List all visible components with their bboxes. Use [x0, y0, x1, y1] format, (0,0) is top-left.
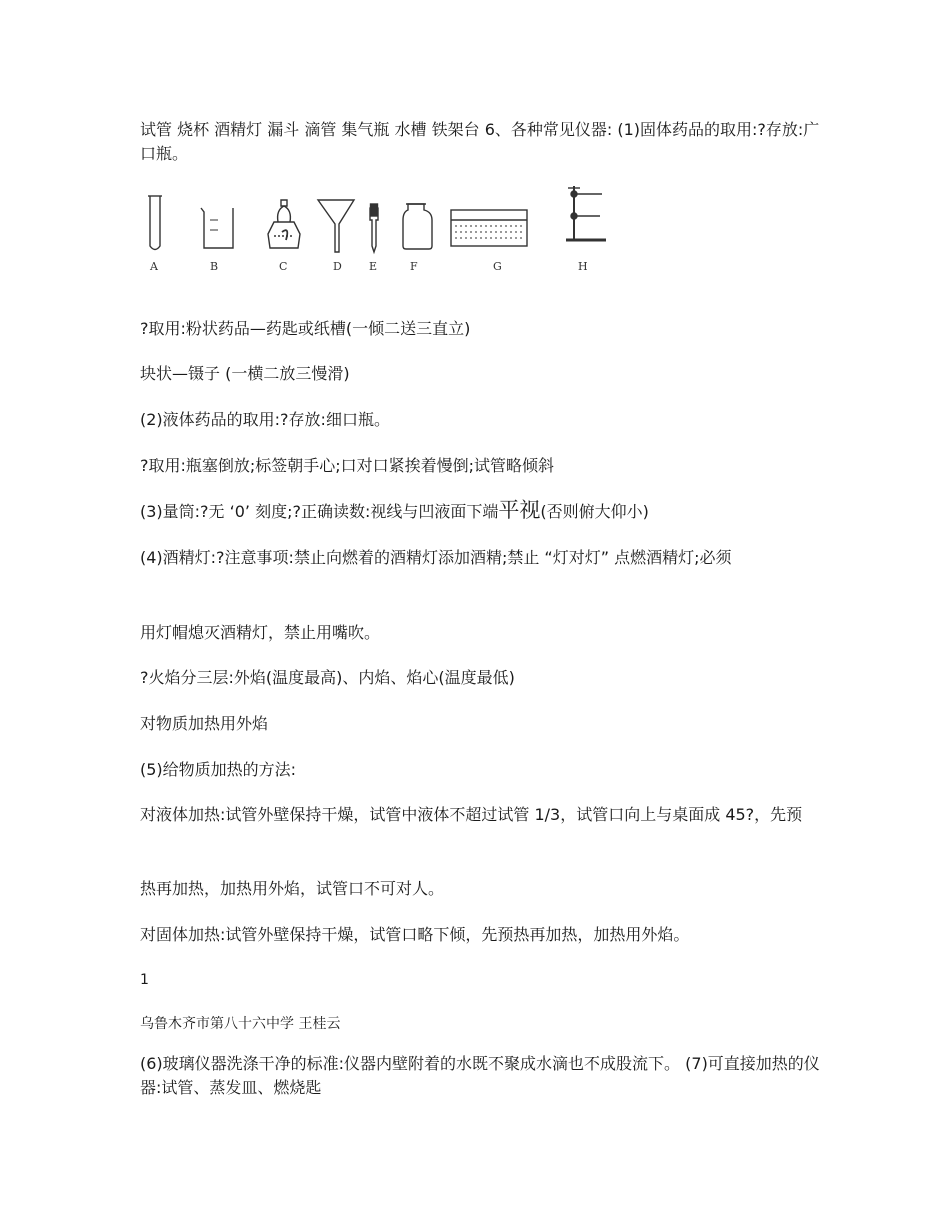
solid-take-paragraph: ?取用:粉状药品—药匙或纸槽(一倾二送三直立) — [140, 319, 471, 338]
liquid-storage-paragraph: (2)液体药品的取用:?存放:细口瓶。 — [140, 410, 390, 429]
intro-paragraph: 试管 烧杯 酒精灯 漏斗 滴管 集气瓶 水槽 铁架台 6、各种常见仪器: (1)固体药品的取用:?存放:广口瓶。 — [140, 120, 820, 163]
iron-stand-icon — [566, 186, 606, 240]
lamp-paragraph: (4)酒精灯:?注意事项:禁止向燃着的酒精灯添加酒精;禁止 “灯对灯” 点燃酒精灯;必须 — [140, 548, 732, 567]
test-tube-icon — [148, 196, 162, 250]
dropper-icon — [370, 204, 378, 252]
figure-label-c: C — [279, 260, 288, 273]
heat-method-heading: (5)给物质加热的方法: — [140, 760, 297, 779]
figure-label-a: A — [150, 260, 158, 273]
figure-label-e: E — [369, 260, 378, 273]
wash-paragraph: (6)玻璃仪器洗涤干净的标准:仪器内壁附着的水既不聚成水滴也不成股流下。 (7)可直接加热的仪器:试管、蒸发皿、燃烧匙 — [140, 1054, 820, 1097]
water-trough-icon — [451, 210, 527, 246]
funnel-icon — [318, 200, 354, 252]
figure-label-h: H — [578, 260, 588, 273]
heat-liquid-paragraph: 对液体加热:试管外壁保持干燥，试管中液体不超过试管 1/3，试管口向上与桌面成 45?，先预 — [140, 805, 803, 824]
figure-label-g: G — [493, 260, 502, 273]
cylinder-text-a: (3)量筒:?无 ‘0’ 刻度;?正确读数:视线与凹液面下端 — [140, 502, 499, 521]
beaker-icon — [201, 208, 233, 248]
alcohol-lamp-icon — [268, 200, 300, 248]
liquid-take-paragraph: ?取用:瓶塞倒放;标签朝手心;口对口紧挨着慢倒;试管略倾斜 — [140, 456, 555, 475]
cylinder-paragraph — [140, 498, 820, 524]
flame-paragraph-2: 对物质加热用外焰 — [140, 714, 269, 733]
cylinder-text-b: (否则俯大仰小) — [540, 502, 649, 521]
heat-solid-paragraph: 对固体加热:试管外壁保持干燥，试管口略下倾，先预热再加热，加热用外焰。 — [140, 925, 690, 944]
page-number: 1 — [140, 972, 149, 988]
lab-instruments-illustration — [140, 180, 620, 275]
figure-label-d: D — [333, 260, 342, 273]
flame-paragraph: ?火焰分三层:外焰(温度最高)、内焰、焰心(温度最低) — [140, 668, 515, 687]
lamp-paragraph-2: 用灯帽熄灭酒精灯，禁止用嘴吹。 — [140, 623, 381, 642]
instrument-figure — [140, 180, 620, 275]
solid-block-paragraph: 块状—镊子 (一横二放三慢滑) — [140, 364, 350, 383]
gas-jar-icon — [403, 204, 432, 249]
heat-liquid-paragraph-2: 热再加热，加热用外焰，试管口不可对人。 — [140, 879, 445, 898]
school-footer: 乌鲁木齐市第八十六中学 王桂云 — [140, 1016, 341, 1032]
cylinder-emphasis: 平视 — [498, 498, 541, 522]
figure-label-b: B — [210, 260, 219, 273]
figure-labels — [149, 260, 588, 273]
figure-label-f: F — [410, 260, 418, 273]
